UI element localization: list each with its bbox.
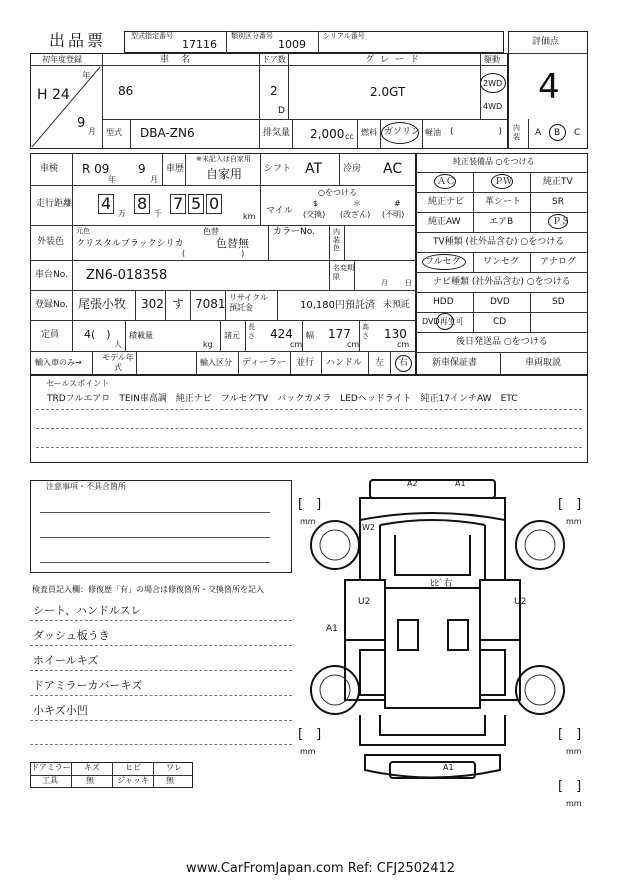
handle-label: ハンドル (326, 358, 363, 368)
first-reg-month-unit: 月 (88, 127, 96, 136)
mile-opt2b: (改ざん) (340, 210, 371, 219)
legend-h-break: ワレ (166, 763, 182, 772)
factory-equip-label: 純正装備品 ○をつける (453, 157, 535, 166)
diagram-mark-a1-rear: A1 (443, 763, 454, 772)
tire-mm-rr: mm (566, 747, 582, 756)
doors-value: 2 (270, 84, 278, 98)
equip-airbag: エアB (489, 217, 514, 227)
mileage-digit-1: 4 (101, 194, 112, 213)
diagram-mark-u2-right: U2 (514, 597, 527, 607)
load-unit: kg (203, 340, 213, 349)
dealer-label: ディーラー (242, 358, 287, 368)
first-reg-era: H 24 (37, 87, 70, 103)
note-item-2: ダッシュ板うき (33, 629, 110, 642)
color-orig-value: クリスタルブラックシリカ (76, 239, 184, 249)
navi-sd: SD (552, 297, 565, 307)
inspector-label: 検査員記入欄：修復歴「有」の場合は修復箇所・交換箇所を記入 (32, 585, 264, 594)
mileage-sep-2: 千 (154, 209, 162, 218)
first-reg-month: 9 (77, 116, 86, 131)
mileage-digit-4: 5 (191, 194, 202, 213)
docs-label: 後日発送品 ○をつける (456, 337, 548, 347)
serial-label: シリアル番号 (323, 32, 365, 40)
diagram-mark-windshield-crack: ﾋﾋﾞ右 (430, 579, 453, 589)
equip-navi: 純正ナビ (428, 197, 465, 207)
drive-4wd: 4WD (483, 102, 503, 111)
footer-watermark: www.CarFromJapan.com Ref: CFJ2502412 (186, 861, 456, 876)
mile-opt1b: (交換) (303, 210, 326, 219)
chassis-value: ZN6-018358 (86, 268, 168, 283)
first-reg-diagonal (30, 65, 102, 149)
navi-cd: CD (493, 317, 507, 327)
tv-fullseg-circle (422, 254, 466, 270)
legend-h-crack: ヒビ (125, 763, 141, 772)
mileage-unit: km (243, 212, 256, 221)
color-no-label: カラーNo. (273, 227, 315, 237)
interior-color-label: 内装色 (333, 228, 340, 252)
handle-right: 右 (399, 358, 409, 368)
fuel-label: 燃料 (361, 128, 377, 137)
color-label: 外装色 (37, 237, 65, 247)
tire-bracket-fl: [ ] (298, 497, 322, 512)
mile-label: マイル (266, 206, 293, 216)
car-name-value: 86 (118, 84, 134, 98)
import-label: 輸入車のみ→ (35, 358, 82, 367)
car-name-label: 車名 (160, 55, 203, 65)
shift-value: AT (305, 161, 323, 177)
mileage-digit-3: 7 (173, 194, 184, 213)
legend-v-tools: 工具 (42, 776, 58, 785)
capacity-unit: 人 (114, 340, 122, 349)
equip-ps: ＰＳ (552, 217, 571, 227)
equip-ac-circle (434, 174, 456, 189)
model-value: DBA-ZN6 (140, 126, 195, 140)
height-label: 高さ (362, 323, 369, 340)
diagram-mark-a1-front: A1 (455, 479, 466, 488)
model-label: 型式 (106, 128, 122, 137)
sales-text: TRDフルエアロ TEIN車高調 純正ナビ フルセグTV バックカメラ LEDヘッドライト 純正17インチAW ETC (47, 394, 518, 404)
legend-h-mirror: ドアミラー (31, 763, 71, 772)
navi-hdd: HDD (433, 297, 454, 307)
first-reg-year-unit: 年 (82, 71, 90, 80)
color-repaint-value: 色替無 (216, 237, 249, 250)
equip-sr: SR (552, 197, 564, 207)
import-class-label: 輸入区分 (200, 358, 232, 367)
interior-label: 内装 (513, 124, 520, 141)
mile-opt2a: ＊ (353, 199, 361, 208)
note-item-1: シート、ハンドルスレ (33, 604, 142, 617)
tire-mm-rl: mm (300, 747, 316, 756)
light-oil-label: 軽油 (425, 128, 441, 137)
legend-v-none-1: 無 (86, 776, 94, 785)
mileage-digit-2: 8 (137, 194, 148, 213)
tv-type-label: TV種類 (社外品含む) ○をつける (433, 237, 565, 247)
grade-value: 2.0GT (370, 85, 406, 99)
doors-label: ドア数 (262, 55, 286, 64)
length-label: 長さ (248, 323, 255, 340)
usage-note: ※未記入は自家用 (196, 155, 251, 163)
handle-right-circle (395, 355, 412, 372)
mileage-digit-5: 0 (209, 194, 220, 213)
navi-type-label: ナビ種類 (社外品含む) ○をつける (433, 277, 571, 287)
equip-pw: ＰＷ (494, 177, 513, 187)
color-orig-label: 元色 (76, 227, 90, 235)
inspection-year-unit: 年 (108, 175, 116, 184)
first-reg-label: 初年度登録 (42, 55, 82, 64)
recycle-value: 10,180円預託済 (300, 300, 375, 311)
tire-bracket-spare: [ ] (558, 779, 582, 794)
diagram-mark-a1-left: A1 (326, 624, 338, 634)
handle-left: 左 (375, 358, 385, 368)
fuel-circle (381, 122, 419, 144)
note-item-4: ドアミラーカバーキズ (33, 679, 143, 692)
interior-b: B (554, 128, 561, 138)
load-label: 積載量 (129, 331, 153, 340)
displacement-unit: cc (345, 132, 354, 141)
width-value: 177 (328, 327, 351, 341)
equip-pw-circle (491, 174, 513, 189)
mileage-sep-1: 万 (118, 209, 126, 218)
usage-label: 車歴 (166, 164, 185, 174)
width-label: 幅 (306, 331, 314, 340)
inspection-label: 車検 (40, 164, 59, 174)
diagram-mark-u2-left: U2 (358, 597, 371, 607)
id-strip (124, 31, 504, 53)
tire-mm-fr: mm (566, 517, 582, 526)
tire-mm-spare: mm (566, 799, 582, 808)
name-change-month: 月 (381, 279, 388, 287)
interior-a: A (535, 128, 542, 138)
equip-ps-circle (548, 214, 571, 229)
displacement-value: 2,000 (310, 127, 345, 141)
navi-dvd: DVD (490, 297, 510, 307)
capacity-label: 定員 (41, 330, 60, 340)
mile-opt3a: # (394, 199, 401, 208)
diagram-mark-a2: A2 (407, 479, 418, 488)
ac-label: 冷房 (343, 164, 362, 174)
tire-bracket-fr: [ ] (558, 497, 582, 512)
mileage-label: 走行距離 (36, 199, 73, 209)
plate-class: 302 (141, 297, 164, 311)
notes-label: 注意事項・不具合箇所 (46, 482, 126, 491)
tire-bracket-rl: [ ] (298, 727, 322, 742)
drive-2wd-circle (480, 73, 506, 93)
drive-label: 駆動 (484, 55, 500, 64)
type-cert-label: 型式指定番号 (131, 32, 173, 40)
chassis-label: 車台No. (35, 270, 68, 280)
light-oil-paren: ( ) (450, 127, 503, 137)
note-item-5: 小キズ小凹 (33, 704, 88, 717)
grade-label: グレード (365, 55, 426, 65)
drive-2wd: 2WD (483, 79, 503, 88)
recycle-unpaid: 未預託 (383, 300, 411, 310)
navi-dvd-playback: DVD再生可 (422, 317, 464, 326)
height-value: 130 (384, 327, 407, 341)
length-unit: cm (290, 340, 303, 349)
doors-suffix: D (278, 106, 285, 116)
inspection-era: R 09 (82, 162, 110, 176)
equip-ac: ＡＣ (437, 177, 456, 187)
sales-label: セールスポイント (46, 379, 110, 388)
class-label: 類別区分番号 (231, 32, 273, 40)
docs-warranty: 新車保証書 (432, 358, 478, 368)
equip-aw: 純正AW (428, 217, 461, 227)
mile-opt1a: $ (313, 199, 319, 208)
plate-kana: す (172, 297, 185, 311)
model-year-label: モデル年式 (102, 353, 134, 372)
note-item-3: ホイールキズ (33, 654, 99, 667)
fuel-value: ガソリン (384, 127, 421, 137)
name-change-day: 日 (405, 279, 412, 287)
capacity-value: 4( ) (84, 328, 111, 341)
width-unit: cm (347, 340, 360, 349)
name-change-label: 名変期限 (333, 264, 354, 281)
inspection-month: 9 (138, 162, 146, 176)
plate-label: 登録No. (35, 300, 68, 310)
shift-label: シフト (264, 164, 292, 174)
inspection-month-unit: 月 (150, 175, 158, 184)
docs-manual: 車両取説 (525, 358, 562, 368)
mile-check: ○をつける (318, 188, 357, 197)
rating-label: 評価点 (532, 37, 560, 47)
rating-value: 4 (538, 67, 560, 107)
navi-dvd-playback-circle (436, 313, 454, 330)
usage-value: 自家用 (206, 167, 243, 181)
mile-opt3b: (不明) (382, 210, 405, 219)
type-cert-value: 17116 (182, 38, 217, 51)
ac-value: AC (383, 161, 403, 177)
equip-leather: 革シート (485, 197, 522, 207)
page-title: 出品票 (49, 31, 107, 50)
parallel-label: 並行 (296, 358, 315, 368)
length-value: 424 (270, 327, 293, 341)
interior-b-circle (549, 124, 566, 141)
tv-fullseg: フルセグ (425, 257, 461, 267)
recycle-label: リサイクル預託金 (229, 293, 268, 312)
tire-mm-fl: mm (300, 517, 316, 526)
tv-analog: アナログ (540, 257, 577, 267)
diagram-mark-w2: W2 (362, 523, 375, 532)
legend-v-none-2: 無 (166, 776, 174, 785)
tire-bracket-rr: [ ] (558, 727, 582, 742)
legend-h-scratch: キズ (84, 763, 100, 772)
plate-area: 尾張小牧 (78, 297, 127, 311)
equip-tv: 純正TV (543, 177, 573, 187)
interior-c: C (574, 128, 581, 138)
displacement-label: 排気量 (263, 128, 291, 138)
tv-oneseg: ワンセグ (483, 257, 520, 267)
plate-number: 7081 (195, 297, 226, 311)
color-paren: ( ) (182, 249, 245, 258)
legend-v-jack: ジャッキ (117, 776, 149, 785)
class-value: 1009 (278, 38, 306, 51)
dims-label: 諸元 (224, 331, 240, 340)
color-repaint-label: 色替 (203, 227, 219, 236)
height-unit: cm (397, 340, 410, 349)
